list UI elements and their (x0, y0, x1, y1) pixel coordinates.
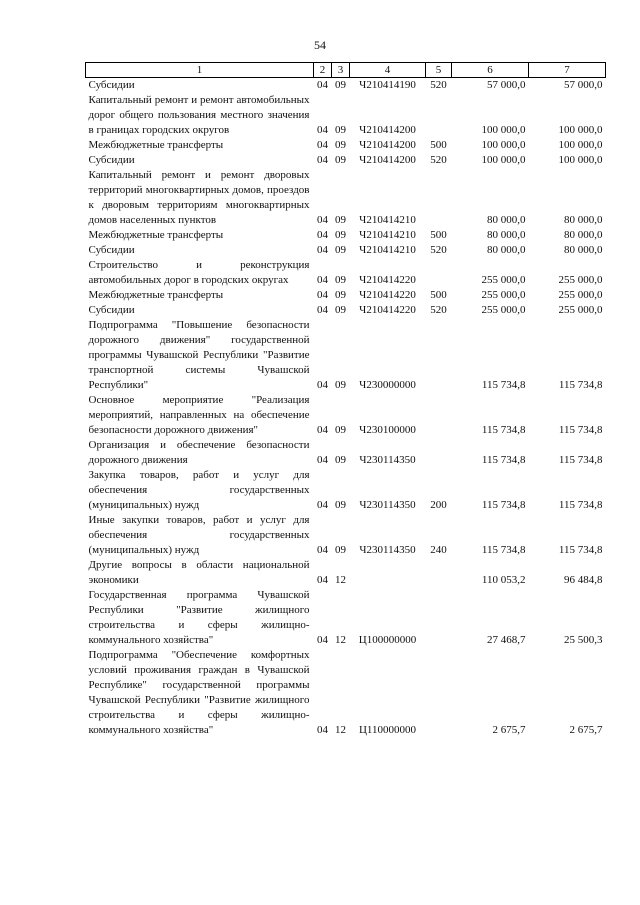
row-amount-year2: 80 000,0 (564, 214, 603, 226)
row-amount-year1: 110 053,2 (481, 574, 526, 586)
row-section: 04 (317, 304, 328, 316)
row-amount-year1: 255 000,0 (481, 304, 526, 316)
row-name: Субсидии (88, 304, 135, 316)
table-row (86, 438, 606, 468)
page-number: 54 (314, 38, 326, 52)
row-target-code: Ч230000000 (359, 379, 416, 391)
row-amount-year1: 80 000,0 (487, 244, 526, 256)
header-col-5: 5 (426, 63, 452, 78)
table-body (86, 78, 606, 739)
budget-table (85, 62, 606, 738)
row-expense-type (426, 258, 452, 288)
row-name: Подпрограмма "Обеспечение комфортных условий проживания граждан в Чувашской Республике" государственной программы Чувашской Республики "Развитие жилищного строительства и сферы жилищно-коммунального хозяйства" (88, 649, 310, 736)
table-row (86, 318, 606, 393)
table-row (86, 228, 606, 243)
row-amount-year2: 115 734,8 (558, 379, 603, 391)
row-amount-year1: 255 000,0 (481, 274, 526, 286)
row-target-code: Ц110000000 (358, 724, 417, 736)
header-row (86, 63, 606, 78)
row-name: Межбюджетные трансферты (88, 289, 224, 301)
row-section: 04 (317, 214, 328, 226)
row-expense-type: 240 (430, 544, 447, 556)
row-target-code: Ч210414200 (359, 124, 416, 136)
row-section: 04 (317, 154, 328, 166)
table-row (86, 648, 606, 738)
row-amount-year1: 80 000,0 (487, 214, 526, 226)
table-row (86, 168, 606, 228)
row-amount-year1: 115 734,8 (481, 544, 526, 556)
row-subsection: 09 (335, 289, 346, 301)
row-section: 04 (317, 724, 328, 736)
table-row (86, 513, 606, 558)
row-amount-year2: 255 000,0 (558, 304, 603, 316)
row-amount-year1: 100 000,0 (481, 139, 526, 151)
row-expense-type: 200 (430, 499, 447, 511)
row-amount-year1: 27 468,7 (487, 634, 526, 646)
table-row (86, 393, 606, 438)
row-amount-year1: 115 734,8 (481, 499, 526, 511)
row-amount-year1: 100 000,0 (481, 124, 526, 136)
row-subsection: 09 (335, 424, 346, 436)
row-target-code: Ч230100000 (359, 424, 416, 436)
row-target-code: Ч210414190 (359, 79, 416, 91)
row-target-code: Ц100000000 (358, 634, 417, 646)
row-name: Межбюджетные трансферты (88, 229, 224, 241)
row-section: 04 (317, 244, 328, 256)
row-expense-type (426, 648, 452, 738)
row-amount-year2: 2 675,7 (569, 724, 603, 736)
row-subsection: 09 (335, 544, 346, 556)
table-row (86, 558, 606, 588)
row-amount-year2: 115 734,8 (558, 499, 603, 511)
row-name: Закупка товаров, работ и услуг для обеспечения государственных (муниципальных) нужд (88, 469, 310, 511)
row-target-code: Ч210414210 (359, 214, 416, 226)
row-amount-year1: 115 734,8 (481, 424, 526, 436)
header-col-4: 4 (350, 63, 426, 78)
row-section: 04 (317, 454, 328, 466)
row-target-code: Ч210414220 (359, 274, 416, 286)
row-expense-type (426, 393, 452, 438)
header-col-1: 1 (86, 63, 314, 78)
row-target-code: Ч210414210 (359, 229, 416, 241)
row-amount-year2: 80 000,0 (564, 229, 603, 241)
row-subsection: 09 (335, 139, 346, 151)
row-subsection: 09 (335, 154, 346, 166)
row-expense-type: 520 (430, 154, 447, 166)
row-expense-type (426, 93, 452, 138)
row-target-code: Ч210414200 (359, 154, 416, 166)
row-amount-year2: 255 000,0 (558, 274, 603, 286)
row-amount-year1: 100 000,0 (481, 154, 526, 166)
row-subsection: 09 (335, 244, 346, 256)
row-name: Подпрограмма "Повышение безопасности дорожного движения" государственной программы Чувашской Республики "Развитие транспортной системы Чувашской Республики" (88, 319, 310, 391)
row-target-code: Ч230114350 (359, 499, 416, 511)
row-expense-type: 500 (430, 289, 447, 301)
row-target-code: Ч230114350 (359, 544, 416, 556)
header-col-6: 6 (452, 63, 529, 78)
row-section: 04 (317, 574, 328, 586)
row-target-code: Ч210414220 (359, 289, 416, 301)
table-row (86, 588, 606, 648)
table-row (86, 258, 606, 288)
row-section: 04 (317, 544, 328, 556)
row-target-code (350, 558, 426, 588)
header-col-3: 3 (332, 63, 350, 78)
row-subsection: 09 (335, 274, 346, 286)
row-name: Субсидии (88, 79, 135, 91)
row-section: 04 (317, 634, 328, 646)
row-expense-type (426, 318, 452, 393)
row-subsection: 12 (335, 724, 346, 736)
row-subsection: 09 (335, 79, 346, 91)
table-row (86, 78, 606, 94)
row-name: Государственная программа Чувашской Республики "Развитие жилищного строительства и сферы жилищно-коммунального хозяйства" (88, 589, 310, 646)
table-row (86, 288, 606, 303)
row-amount-year2: 115 734,8 (558, 544, 603, 556)
table-row (86, 138, 606, 153)
row-amount-year2: 115 734,8 (558, 454, 603, 466)
row-amount-year1: 2 675,7 (492, 724, 526, 736)
row-section: 04 (317, 124, 328, 136)
row-amount-year2: 100 000,0 (558, 154, 603, 166)
row-section: 04 (317, 379, 328, 391)
row-expense-type (426, 438, 452, 468)
row-subsection: 09 (335, 379, 346, 391)
row-section: 04 (317, 229, 328, 241)
row-section: 04 (317, 274, 328, 286)
row-subsection: 12 (335, 574, 346, 586)
row-amount-year2: 25 500,3 (564, 634, 603, 646)
row-expense-type (426, 168, 452, 228)
row-subsection: 09 (335, 304, 346, 316)
row-section: 04 (317, 424, 328, 436)
row-name: Межбюджетные трансферты (88, 139, 224, 151)
table-header (86, 63, 606, 78)
row-amount-year1: 255 000,0 (481, 289, 526, 301)
row-amount-year1: 115 734,8 (481, 454, 526, 466)
row-target-code: Ч210414210 (359, 244, 416, 256)
row-name: Строительство и реконструкция автомобильных дорог в городских округах (88, 259, 310, 286)
row-subsection: 09 (335, 499, 346, 511)
row-target-code: Ч210414220 (359, 304, 416, 316)
row-name: Иные закупки товаров, работ и услуг для обеспечения государственных (муниципальных) нужд (88, 514, 310, 556)
row-amount-year2: 96 484,8 (564, 574, 603, 586)
row-name: Капитальный ремонт и ремонт дворовых территорий многоквартирных домов, проездов к дворовым территориям многоквартирных домов населенных пунктов (88, 169, 310, 226)
row-target-code: Ч210414200 (359, 139, 416, 151)
row-expense-type (426, 558, 452, 588)
row-amount-year2: 100 000,0 (558, 124, 603, 136)
row-amount-year2: 115 734,8 (558, 424, 603, 436)
row-subsection: 09 (335, 214, 346, 226)
row-amount-year2: 100 000,0 (558, 139, 603, 151)
row-name: Капитальный ремонт и ремонт автомобильных дорог общего пользования местного значения в границах городских округов (88, 94, 310, 136)
table-row (86, 303, 606, 318)
row-amount-year2: 255 000,0 (558, 289, 603, 301)
row-amount-year2: 57 000,0 (564, 79, 603, 91)
table-row (86, 153, 606, 168)
table-row (86, 468, 606, 513)
row-name: Основное мероприятие "Реализация мероприятий, направленных на обеспечение безопасности дорожного движения" (88, 394, 310, 436)
row-subsection: 09 (335, 124, 346, 136)
row-section: 04 (317, 79, 328, 91)
row-subsection: 12 (335, 634, 346, 646)
row-amount-year1: 80 000,0 (487, 229, 526, 241)
row-expense-type: 500 (430, 229, 447, 241)
row-expense-type: 520 (430, 244, 447, 256)
table-row (86, 93, 606, 138)
row-amount-year1: 115 734,8 (481, 379, 526, 391)
header-col-7: 7 (529, 63, 606, 78)
row-section: 04 (317, 289, 328, 301)
row-name: Субсидии (88, 154, 135, 166)
row-expense-type (426, 588, 452, 648)
row-section: 04 (317, 499, 328, 511)
row-expense-type: 520 (430, 79, 447, 91)
row-amount-year2: 80 000,0 (564, 244, 603, 256)
table-row (86, 243, 606, 258)
row-name: Субсидии (88, 244, 135, 256)
row-expense-type: 500 (430, 139, 447, 151)
row-subsection: 09 (335, 454, 346, 466)
row-name: Другие вопросы в области национальной экономики (88, 559, 310, 586)
row-name: Организация и обеспечение безопасности дорожного движения (88, 439, 310, 466)
row-amount-year1: 57 000,0 (487, 79, 526, 91)
header-col-2: 2 (314, 63, 332, 78)
row-section: 04 (317, 139, 328, 151)
row-target-code: Ч230114350 (359, 454, 416, 466)
row-expense-type: 520 (430, 304, 447, 316)
row-subsection: 09 (335, 229, 346, 241)
